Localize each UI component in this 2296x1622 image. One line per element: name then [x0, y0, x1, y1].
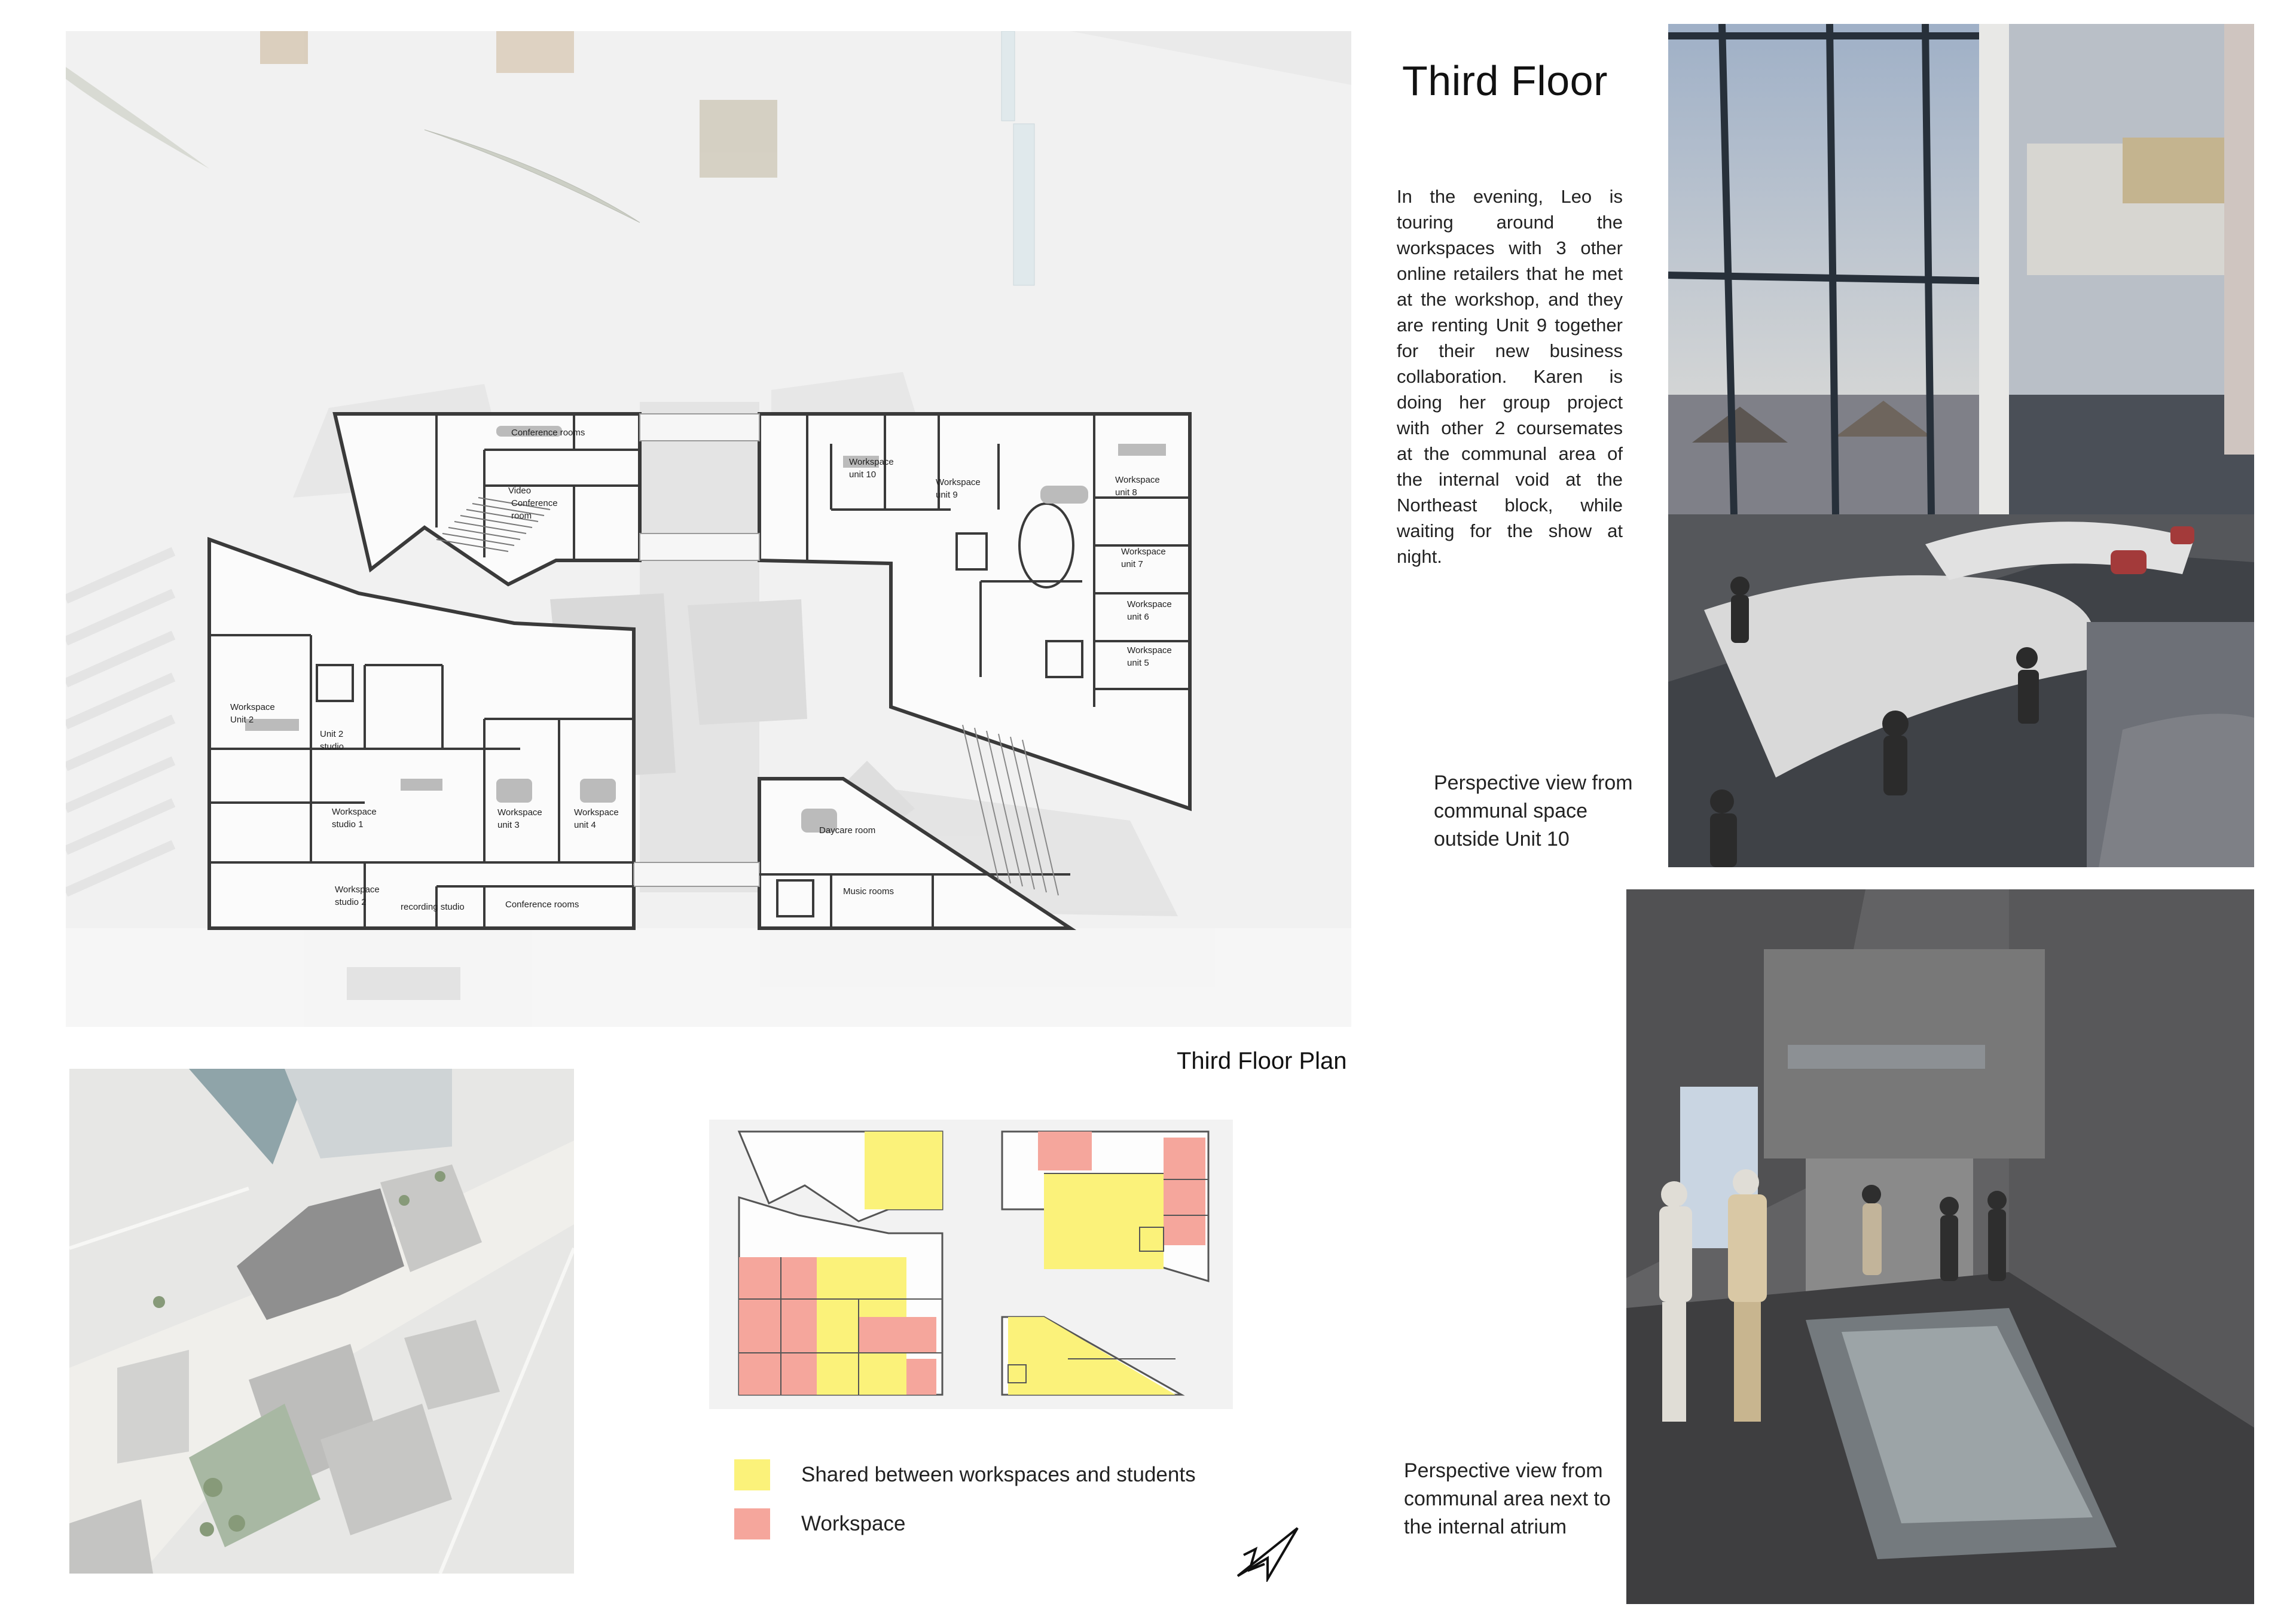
room-label-unit3-1: Workspace	[497, 807, 542, 818]
room-label-daycare: Daycare room	[819, 825, 876, 836]
room-label-studio1-2: studio 1	[332, 819, 364, 830]
narrative-text: In the evening, Leo is touring around the workspaces with 3 other online retailers that he met at the workshop, and they are renting Unit 9 together for their new business collaboration. Karen is doing her group project with other 2 coursemates at the communal area of the internal void at the Northeast block, while waiting for the show at night.	[1397, 186, 1623, 567]
room-label-conference-bottom: Conference rooms	[505, 900, 579, 910]
room-label-video-conference-3: room	[511, 511, 532, 521]
room-label-studio2-1: Workspace	[335, 885, 380, 895]
floor-plan-drawing	[66, 31, 1351, 1027]
perspective-caption-atrium: Perspective view from communal area next to the internal atrium	[1404, 1459, 1611, 1538]
room-label-unit9-2: unit 9	[936, 490, 958, 500]
room-label-music: Music rooms	[843, 886, 894, 897]
room-label-unit2-studio-1: Unit 2	[320, 729, 344, 739]
legend-swatch-shared	[734, 1459, 770, 1490]
perspective-caption-unit10: Perspective view from communal space outside Unit 10	[1434, 772, 1633, 850]
legend-label-shared: Shared between workspaces and students	[801, 1463, 1196, 1486]
floor-plan-panel	[66, 31, 1351, 1027]
room-label-unit7-1: Workspace	[1121, 547, 1166, 557]
room-label-conference-top: Conference rooms	[511, 428, 585, 438]
room-label-unit4-1: Workspace	[574, 807, 619, 818]
page-title: Third Floor	[1402, 57, 1608, 104]
room-label-unit6-2: unit 6	[1127, 612, 1149, 622]
room-label-unit10-1: Workspace	[849, 457, 894, 467]
room-label-unit2-2: Unit 2	[230, 715, 254, 725]
perspective-image-atrium	[1626, 889, 2254, 1604]
room-label-video-conference-2: Conference	[511, 498, 558, 508]
site-plan-image	[69, 1069, 574, 1574]
room-label-recording: recording studio	[401, 902, 465, 912]
floor-plan-caption: Third Floor Plan	[1177, 1048, 1347, 1074]
perspective-image-unit10	[1668, 24, 2254, 867]
legend-swatch-workspace	[734, 1508, 770, 1539]
room-label-studio1-1: Workspace	[332, 807, 377, 817]
room-label-video-conference-1: Video	[508, 486, 532, 496]
legend-label-workspace: Workspace	[801, 1512, 906, 1535]
zoning-diagram	[709, 1120, 1233, 1409]
room-label-unit4-2: unit 4	[574, 820, 596, 830]
room-label-unit7-2: unit 7	[1121, 559, 1143, 569]
room-label-unit2-studio-2: studio	[320, 742, 344, 752]
room-label-unit10-2: unit 10	[849, 469, 877, 480]
room-label-unit3-2: unit 3	[497, 820, 520, 830]
room-label-unit5-2: unit 5	[1127, 658, 1149, 668]
room-label-unit8-1: Workspace	[1115, 475, 1160, 485]
room-label-unit5-1: Workspace	[1127, 645, 1172, 655]
room-label-unit9-1: Workspace	[936, 477, 981, 487]
north-arrow-icon	[1232, 1522, 1303, 1582]
room-label-unit6-1: Workspace	[1127, 599, 1172, 609]
room-label-unit8-2: unit 8	[1115, 487, 1137, 498]
room-label-studio2-2: studio 2	[335, 897, 367, 907]
room-label-unit2-1: Workspace	[230, 702, 275, 712]
